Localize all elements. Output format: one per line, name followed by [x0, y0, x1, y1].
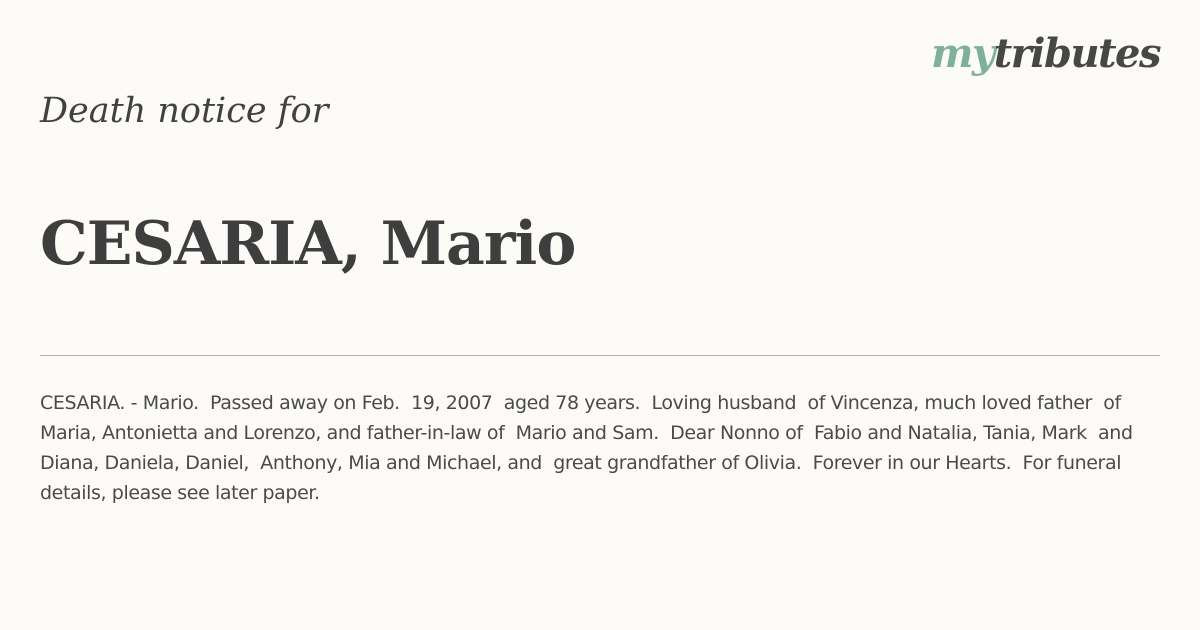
notice-body: CESARIA. - Mario. Passed away on Feb. 19, 2007 aged 78 years. Loving husband of Vincenza, much loved father of Maria, Antonietta and Lorenzo, and father-in-law of Mario and Sam. Dear Nonno of Fabio and Natalia, Tania, Mark and Diana, Daniela, Daniel, Anthony, Mia and Michael, and great grandfather of Olivia. Forever in our Hearts. For funeral details, please see later paper. [40, 392, 1139, 504]
deceased-name: CESARIA, Mario [40, 209, 576, 279]
section-divider [40, 355, 1160, 356]
logo-tributes-text: tributes [993, 30, 1160, 77]
notice-subtitle: Death notice for [40, 91, 329, 131]
logo-my-text: my [931, 30, 994, 77]
mytributes-logo[interactable] [931, 30, 1160, 77]
